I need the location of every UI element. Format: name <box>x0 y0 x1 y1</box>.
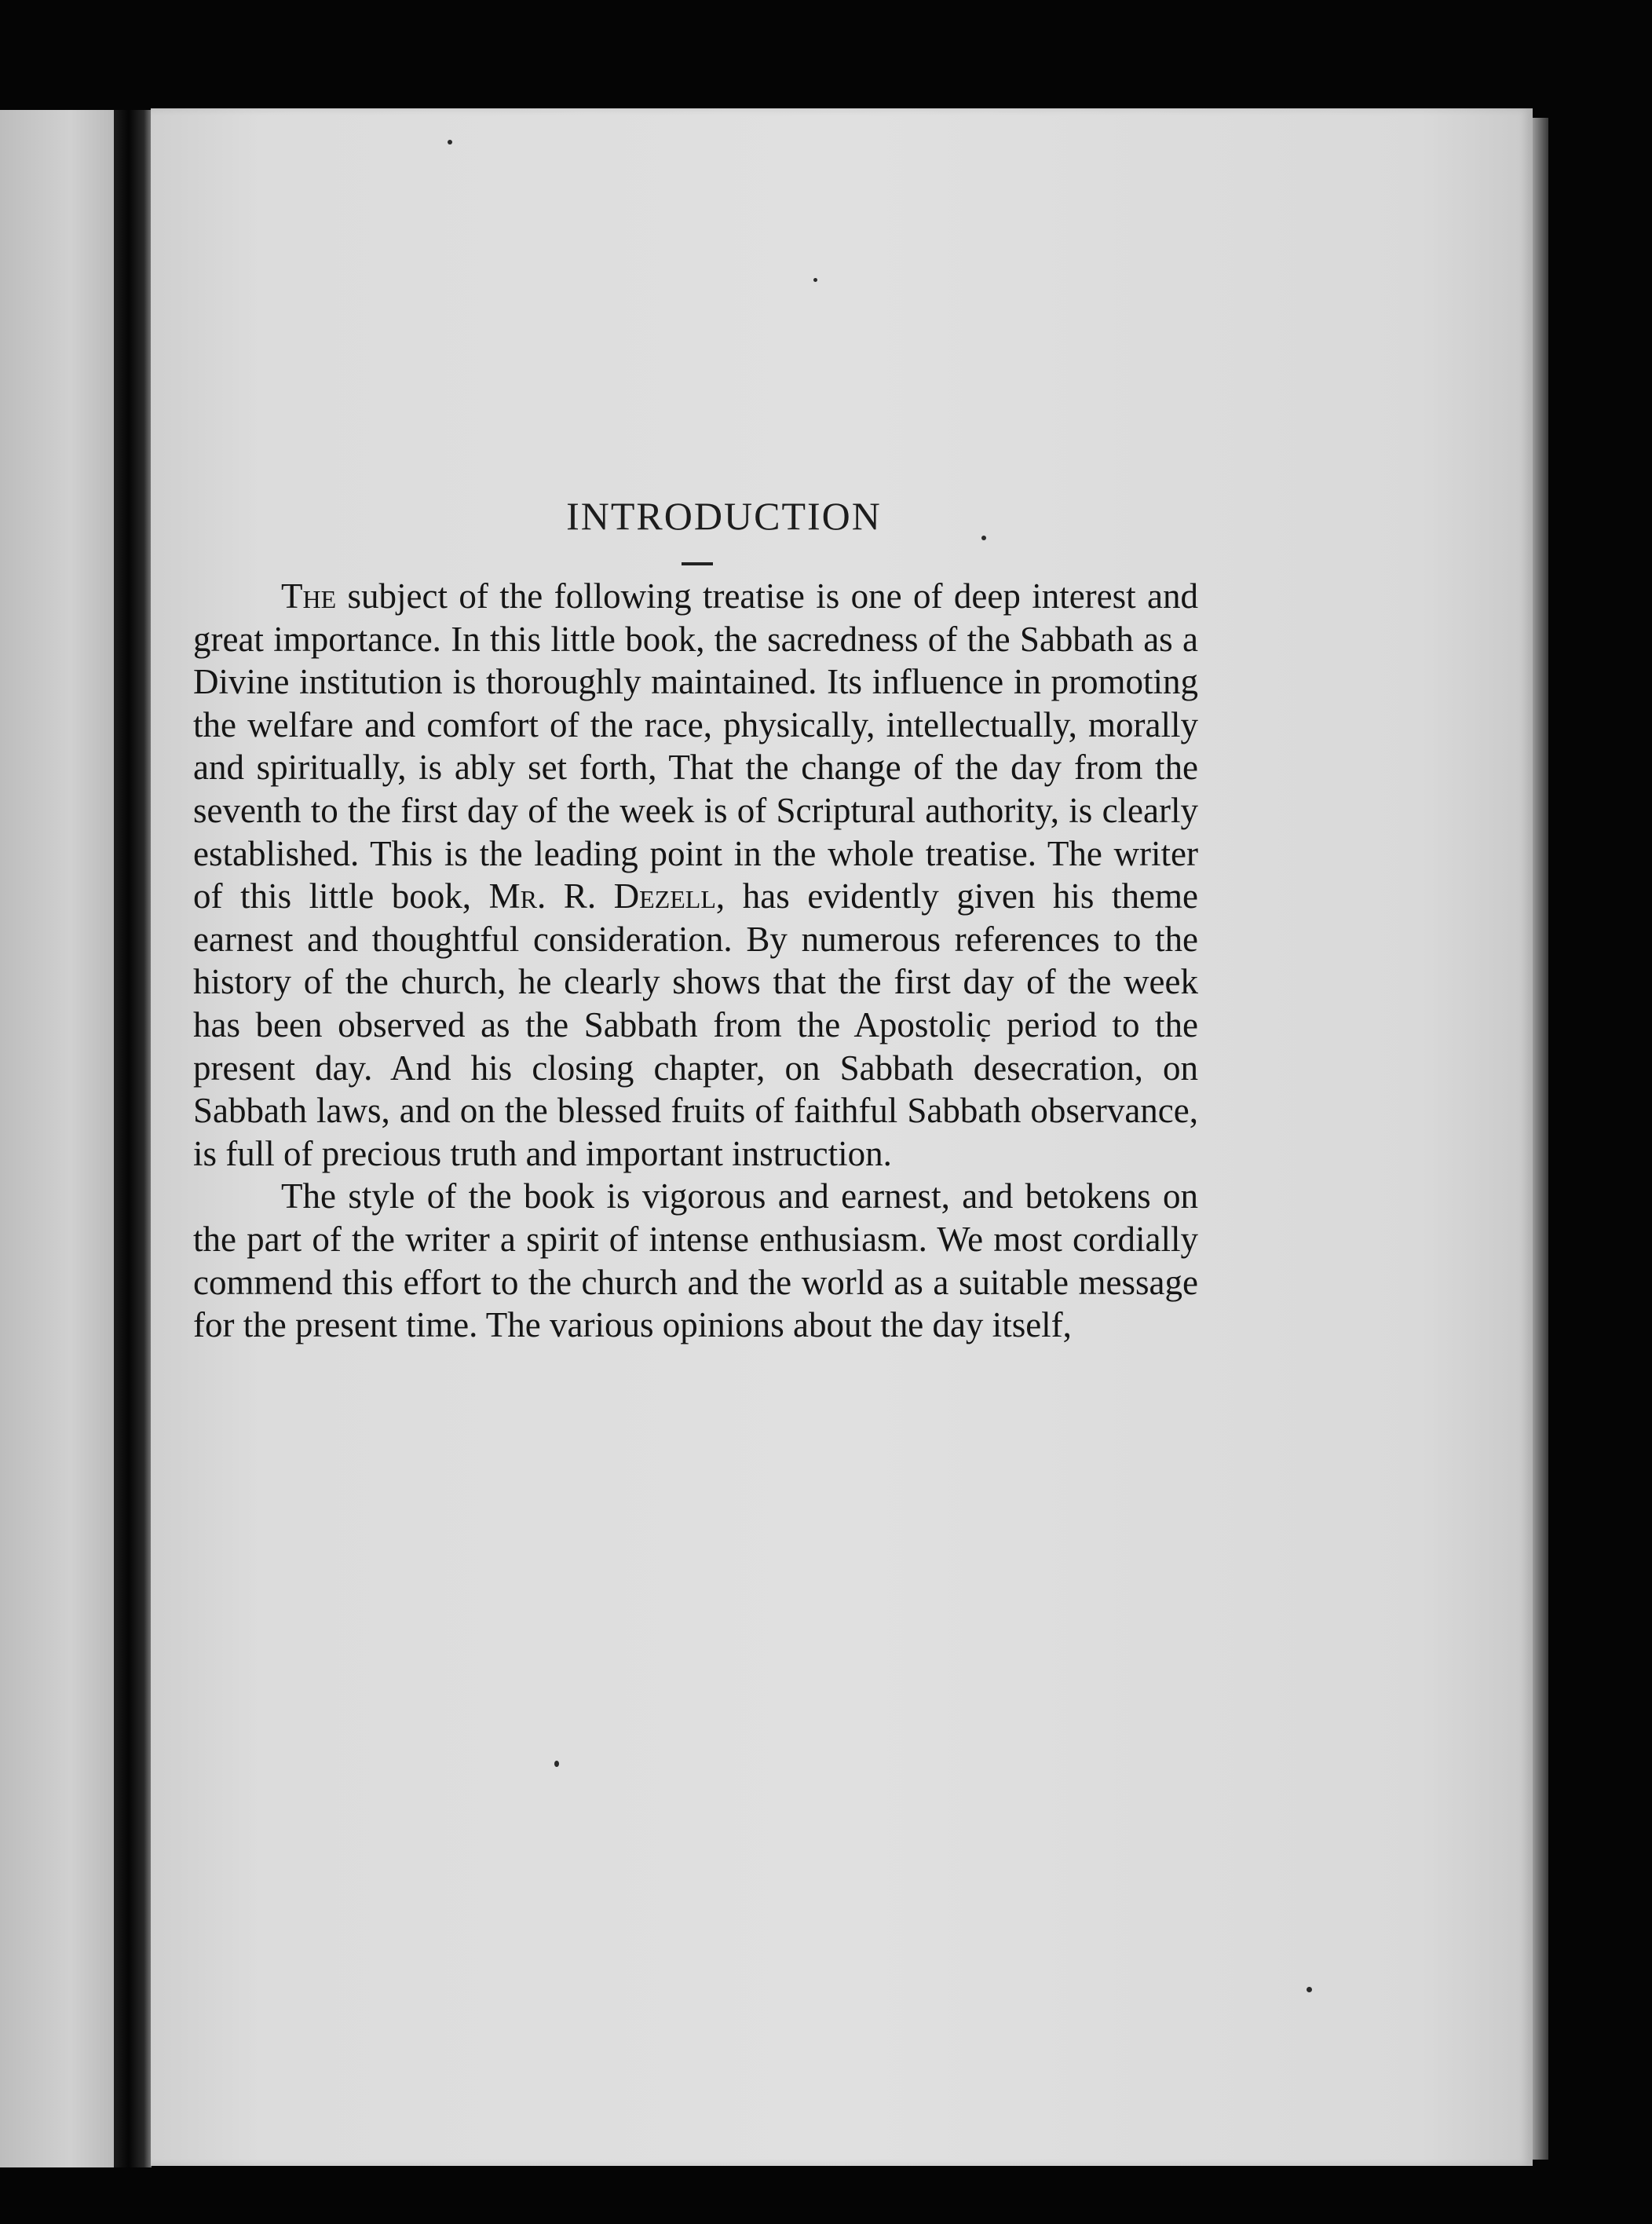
book-gutter <box>114 110 152 2167</box>
page-right-edge <box>1533 118 1548 2160</box>
heading-rule <box>682 562 713 565</box>
paper-speck <box>554 1761 559 1767</box>
page-heading: INTRODUCTION <box>566 494 882 538</box>
page-body <box>193 575 1198 1347</box>
paragraph-2 <box>193 1175 1198 1346</box>
paragraph-1-text: subject of the following treatise is one of deep interest and great importance. In this little book, the sacredness of the Sabbath as a Divine institution is thoroughly maintained. Its influence in promoting the welfare and comfort of the race, physically, intellectually, morally and spiritually, is ably set forth, That the change of the day from the seventh to the first day of the week is of Scriptural authority, is clearly established. This is the leading point in the whole treatise. The writer of this little book, <box>193 576 1198 916</box>
facing-page-edge <box>0 110 118 2167</box>
paragraph-1-rest: has evidently given his theme earnest and thoughtful consideration. By numerous references to the history of the church, he clearly shows that the first day of the week has been observed as the Sabbath from the Apostolic period to the present day. And his closing chapter, on Sabbath desecration, on Sabbath laws, and on the blessed fruits of faithful Sabbath observance, is full of precious truth and important instruction. <box>193 876 1198 1173</box>
paper-speck <box>813 278 817 282</box>
paragraph-1 <box>193 575 1198 1175</box>
paragraph-lead-word: The <box>281 576 337 616</box>
paper-speck <box>448 140 452 144</box>
paper-speck <box>1307 1987 1312 1992</box>
paragraph-2-text: The style of the book is vigorous and earnest, and betokens on the part of the writer a spirit of intense enthusiasm. We most cordially commend this effort to the church and the world as a suitable message for the present time. The various opinions about the day itself, <box>193 1176 1198 1345</box>
author-name: Mr. R. Dezell, <box>488 876 725 916</box>
